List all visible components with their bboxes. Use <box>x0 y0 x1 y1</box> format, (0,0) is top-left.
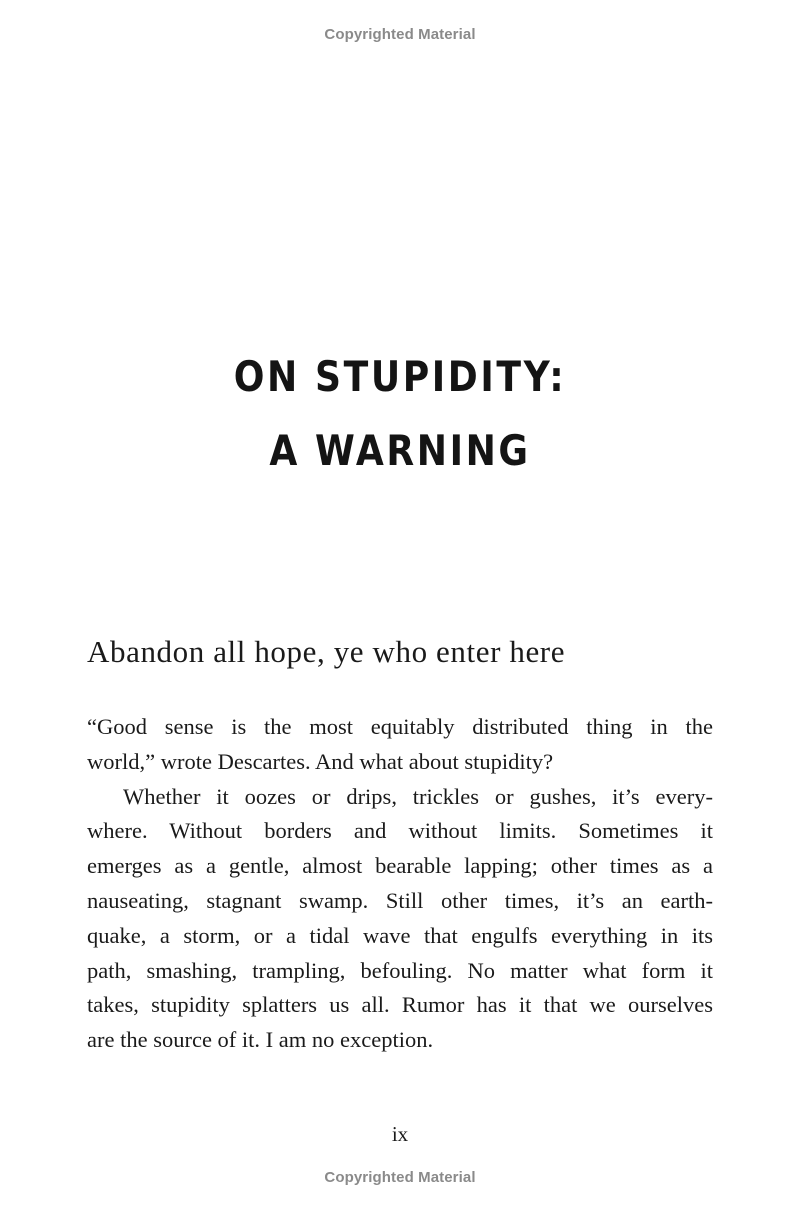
section-heading: Abandon all hope, ye who enter here <box>87 634 566 669</box>
text-line: nauseating, stagnant swamp. Still other times, it’s an earth- <box>87 887 713 913</box>
text-line: emerges as a gentle, almost bearable lapping; other times as a <box>87 853 713 879</box>
text-line: quake, a storm, or a tidal wave that engulfs everything in its <box>87 922 713 948</box>
text-line: Whether it oozes or drips, trickles or gushes, it’s every- <box>123 783 713 809</box>
chapter-title-line-2: A WARNING <box>269 426 531 475</box>
body-text <box>87 710 713 1058</box>
paragraph-1 <box>87 710 713 780</box>
copyright-watermark-top: Copyrighted Material <box>324 26 476 43</box>
text-line: world,” wrote Descartes. And what about stupidity? <box>87 748 554 774</box>
copyright-watermark-bottom: Copyrighted Material <box>324 1169 476 1186</box>
text-line: “Good sense is the most equitably distributed thing in the <box>87 714 713 739</box>
text-line: path, smashing, trampling, befouling. No matter what form it <box>87 957 713 983</box>
chapter-title <box>56 340 744 488</box>
chapter-title-line-1: ON STUPIDITY: <box>233 352 567 401</box>
page-number: ix <box>391 1122 409 1146</box>
paragraph-2 <box>87 780 713 1058</box>
text-line: are the source of it. I am no exception. <box>87 1027 434 1053</box>
text-line: where. Without borders and without limits. Sometimes it <box>87 818 713 844</box>
text-line: takes, stupidity splatters us all. Rumor has it that we ourselves <box>87 992 713 1018</box>
